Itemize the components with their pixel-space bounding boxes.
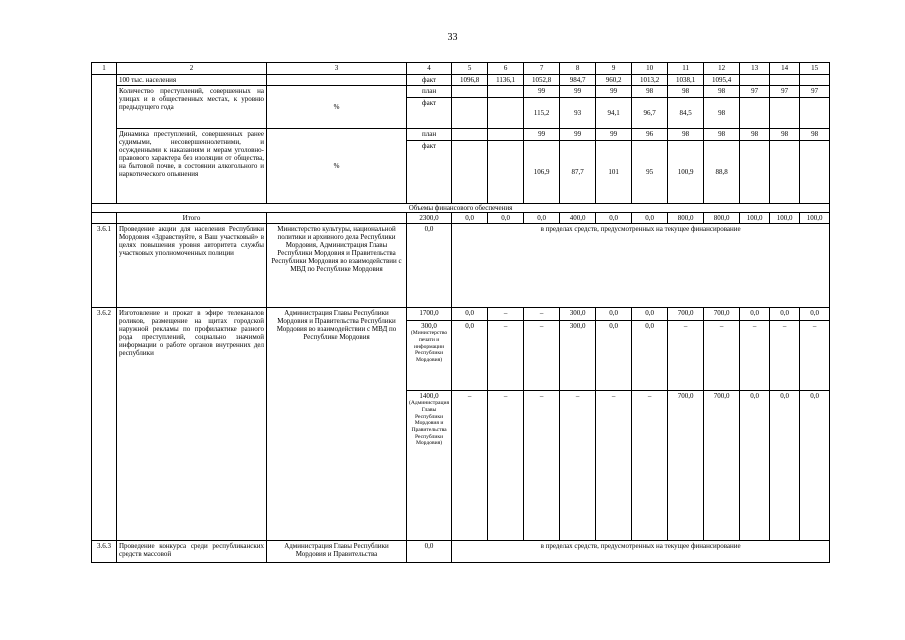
- item-executor: Министерство культуры, национальной политики и архивного дела Республики Мордовия, Администрация Главы Республики Мордовия и Правительства Республики Мордовия во взаимодействии с МВД по Республике Мордовия: [267, 224, 407, 308]
- value-cell: 98: [704, 86, 740, 98]
- value-cell: 99: [560, 129, 596, 141]
- value-cell: [452, 86, 488, 98]
- column-header: 3: [267, 63, 407, 75]
- row-type: факт: [407, 141, 452, 204]
- unit-cell: %: [267, 86, 407, 129]
- column-header: 6: [488, 63, 524, 75]
- value-cell: 98: [668, 86, 704, 98]
- value-cell: 101: [596, 141, 632, 204]
- item-number: 3.6.3: [92, 541, 117, 563]
- financing-note: в пределах средств, предусмотренных на текущее финансирование: [452, 541, 830, 563]
- subtotal-value: 300,0: [421, 322, 437, 331]
- value-cell: 2300,0: [407, 213, 452, 224]
- subtotal-executor: (Администрация Главы Республики Мордовия и Правительства Республики Мордовия): [409, 400, 450, 447]
- financing-note: в пределах средств, предусмотренных на текущее финансирование: [452, 224, 830, 308]
- value-cell: 96: [632, 129, 668, 141]
- value-cell: –: [488, 321, 524, 391]
- column-header: 11: [668, 63, 704, 75]
- item-number: 3.6.2: [92, 308, 117, 541]
- value-cell: 98: [770, 129, 800, 141]
- value-cell: [800, 75, 830, 86]
- value-cell: [770, 75, 800, 86]
- value-cell: [452, 129, 488, 141]
- value-cell: 1038,1: [668, 75, 704, 86]
- column-header: 2: [117, 63, 267, 75]
- total-row: [92, 213, 830, 224]
- value-cell: 98: [704, 129, 740, 141]
- unit-cell: %: [267, 129, 407, 204]
- column-header: 8: [560, 63, 596, 75]
- value-cell: 98: [632, 86, 668, 98]
- value-cell: 984,7: [560, 75, 596, 86]
- value-cell: 0,0: [770, 391, 800, 541]
- value-cell: –: [596, 391, 632, 541]
- indicator-label: 100 тыс. населения: [117, 75, 267, 86]
- section-header: Объемы финансового обеспечения: [92, 204, 830, 213]
- value-cell: 98: [740, 129, 770, 141]
- indicator-label: Динамика преступлений, совершенных ранее судимыми, несовершеннолетними, и осужденными к наказаниям и мерам уголовно-правового характера без изоляции от общества, на бытовой почве, в состоянии алкогольного и наркотического опьянения: [117, 129, 267, 204]
- value-cell: [740, 98, 770, 129]
- value-cell: 84,5: [668, 98, 704, 129]
- value-cell: 100,0: [800, 213, 830, 224]
- value-cell: [488, 98, 524, 129]
- value-cell: 960,2: [596, 75, 632, 86]
- section-header-row: [92, 204, 830, 213]
- subtotal-value: 1400,0: [419, 392, 439, 401]
- value-cell: 95: [632, 141, 668, 204]
- value-cell: 100,9: [668, 141, 704, 204]
- value-cell: 100,0: [740, 213, 770, 224]
- column-header: 10: [632, 63, 668, 75]
- value-cell-with-note: [407, 321, 452, 391]
- value-cell: –: [800, 321, 830, 391]
- table-row: [92, 224, 830, 308]
- page-number: 33: [447, 32, 458, 43]
- value-cell: –: [632, 391, 668, 541]
- value-cell: 96,7: [632, 98, 668, 129]
- row-type: факт: [407, 98, 452, 129]
- table-row: [92, 86, 830, 98]
- item-number: 3.6.1: [92, 224, 117, 308]
- value-cell: 115,2: [524, 98, 560, 129]
- column-header: 14: [770, 63, 800, 75]
- value-cell: 700,0: [704, 391, 740, 541]
- column-header: 15: [800, 63, 830, 75]
- value-cell: –: [704, 321, 740, 391]
- row-type: факт: [407, 75, 452, 86]
- value-cell: 99: [596, 86, 632, 98]
- value-cell: [800, 141, 830, 204]
- value-cell: [488, 86, 524, 98]
- item-title: Проведение конкурса среди республиканских средств массовой: [117, 541, 267, 563]
- value-cell: 300,0: [560, 308, 596, 321]
- value-cell: 0,0: [452, 213, 488, 224]
- value-cell: –: [668, 321, 704, 391]
- value-cell: [770, 141, 800, 204]
- value-cell: 800,0: [668, 213, 704, 224]
- unit-cell: [267, 75, 407, 86]
- value-cell: 88,8: [704, 141, 740, 204]
- item-executor: Администрация Главы Республики Мордовия и Правительства Республики Мордовия во взаимодействии с МВД по Республике Мордовия: [267, 308, 407, 541]
- table-row: [92, 129, 830, 141]
- value-cell: 0,0: [800, 308, 830, 321]
- value-cell: 700,0: [668, 391, 704, 541]
- value-cell: 0,0: [596, 213, 632, 224]
- value-cell: 0,0: [740, 391, 770, 541]
- value-cell: [488, 141, 524, 204]
- value-cell: 0,0: [596, 308, 632, 321]
- value-cell: –: [488, 391, 524, 541]
- empty-cell: [92, 75, 117, 204]
- column-header: 1: [92, 63, 117, 75]
- value-cell: 99: [560, 86, 596, 98]
- value-cell: 0,0: [452, 321, 488, 391]
- value-cell: 98: [704, 98, 740, 129]
- row-type: план: [407, 86, 452, 98]
- value-cell: [770, 98, 800, 129]
- column-number-row: [92, 63, 830, 75]
- value-cell: 97: [800, 86, 830, 98]
- table-row: [92, 541, 830, 563]
- value-cell: [740, 141, 770, 204]
- value-cell: 0,0: [488, 213, 524, 224]
- value-cell: 0,0: [740, 308, 770, 321]
- value-cell: 0,0: [524, 213, 560, 224]
- value-cell: –: [488, 308, 524, 321]
- value-cell-with-note: [407, 391, 452, 541]
- value-cell: 0,0: [632, 308, 668, 321]
- value-cell: 1095,4: [704, 75, 740, 86]
- value-cell: [488, 129, 524, 141]
- value-cell: 97: [770, 86, 800, 98]
- column-header: 9: [596, 63, 632, 75]
- value-cell: –: [770, 321, 800, 391]
- value-cell: 400,0: [560, 213, 596, 224]
- value-cell: –: [524, 308, 560, 321]
- value-cell: 99: [524, 129, 560, 141]
- value-cell: 0,0: [632, 321, 668, 391]
- indicator-label: Количество преступлений, совершенных на улицах и в общественных местах, к уровню предыдущего года: [117, 86, 267, 129]
- item-title: Проведение акции для населения Республики Мордовия «Здравствуйте, я Ваш участковый» в целях повышения уровня авторитета службы участковых уполномоченных полиции: [117, 224, 267, 308]
- value-cell: 1700,0: [407, 308, 452, 321]
- value-cell: 1052,8: [524, 75, 560, 86]
- column-header: 7: [524, 63, 560, 75]
- value-cell: 700,0: [704, 308, 740, 321]
- value-cell: 87,7: [560, 141, 596, 204]
- value-cell: 0,0: [770, 308, 800, 321]
- value-cell: 800,0: [704, 213, 740, 224]
- value-cell: 99: [524, 86, 560, 98]
- value-cell: 1013,2: [632, 75, 668, 86]
- value-cell: [740, 75, 770, 86]
- value-cell: 1096,8: [452, 75, 488, 86]
- value-cell: 97: [740, 86, 770, 98]
- value-cell: –: [740, 321, 770, 391]
- value-cell: 100,0: [770, 213, 800, 224]
- value-cell: 0,0: [632, 213, 668, 224]
- value-cell: 94,1: [596, 98, 632, 129]
- value-cell: 0,0: [407, 541, 452, 563]
- value-cell: 98: [800, 129, 830, 141]
- table-row: [92, 308, 830, 321]
- column-header: 4: [407, 63, 452, 75]
- column-header: 13: [740, 63, 770, 75]
- column-header: 5: [452, 63, 488, 75]
- program-table: [91, 62, 830, 563]
- value-cell: 98: [668, 129, 704, 141]
- value-cell: [452, 141, 488, 204]
- value-cell: [452, 98, 488, 129]
- row-type: план: [407, 129, 452, 141]
- item-executor: Администрация Главы Республики Мордовия и Правительства: [267, 541, 407, 563]
- value-cell: –: [524, 321, 560, 391]
- value-cell: 0,0: [407, 224, 452, 308]
- table-row: [92, 75, 830, 86]
- value-cell: 0,0: [800, 391, 830, 541]
- value-cell: –: [452, 391, 488, 541]
- empty-cell: [92, 213, 117, 224]
- value-cell: 93: [560, 98, 596, 129]
- subtotal-executor: (Министерство печати и информации Республики Мордовия): [410, 330, 448, 363]
- value-cell: 0,0: [596, 321, 632, 391]
- value-cell: 1136,1: [488, 75, 524, 86]
- column-header: 12: [704, 63, 740, 75]
- total-label: Итого: [117, 213, 267, 224]
- item-title: Изготовление и прокат в эфире телеканалов роликов, размещение на щитах городской наружной рекламы по профилактике разного рода преступлений, социально значимой информации о работе органов внутренних дел республики: [117, 308, 267, 541]
- value-cell: 106,9: [524, 141, 560, 204]
- value-cell: –: [560, 391, 596, 541]
- value-cell: –: [524, 391, 560, 541]
- value-cell: 300,0: [560, 321, 596, 391]
- value-cell: 99: [596, 129, 632, 141]
- value-cell: 700,0: [668, 308, 704, 321]
- empty-cell: [267, 213, 407, 224]
- value-cell: [800, 98, 830, 129]
- value-cell: 0,0: [452, 308, 488, 321]
